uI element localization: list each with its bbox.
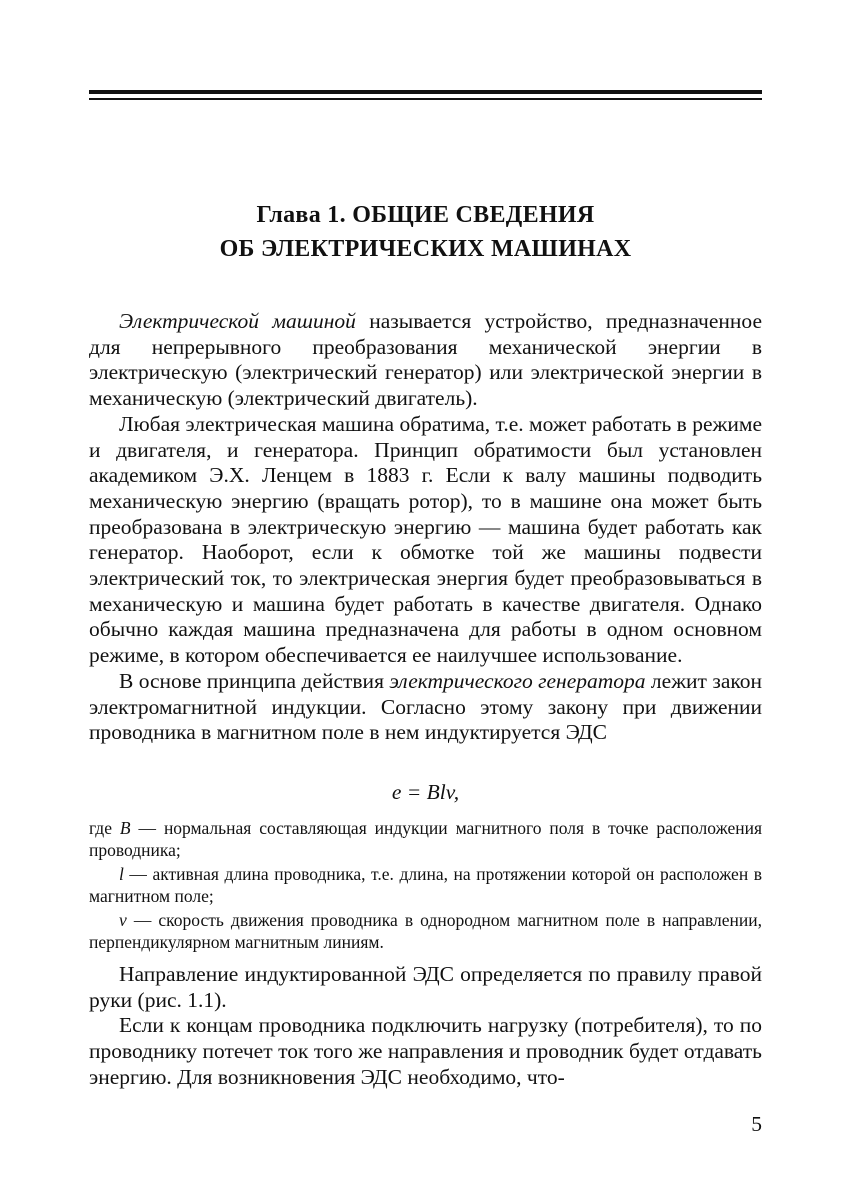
paragraph-generator-rest: лежит закон электромагнитной индукции. Согласно этому закону при движении проводника в магнитном поле в нем индуктируется ЭДС	[89, 668, 762, 745]
page-number: 5	[751, 1112, 762, 1136]
definition-l	[89, 864, 762, 907]
variable-b: B	[119, 818, 131, 838]
definition-v-text: — скорость движения проводника в однородном магнитном поле в направлении, перпендикулярном магнитным линиям.	[89, 910, 762, 952]
chapter-title-line-2: ОБ ЭЛЕКТРИЧЕСКИХ МАШИНАХ	[219, 236, 632, 262]
paragraph-load: Если к концам проводника подключить нагрузку (потребителя), то по проводнику потечет ток того же направления и проводник будет отдавать энергию. Для возникновения ЭДС необходимо, что-	[89, 1013, 762, 1089]
definition-l-text: — активная длина проводника, т.е. длина, на протяжении которой он расположен в магнитном поле;	[89, 864, 762, 906]
paragraph-definition-text: называется устройство, предназначенное для непрерывного преобразования механической энергии в электрическую (электрический генератор) или электрической энергии в механическую (электрический двигатель).	[89, 309, 762, 411]
paragraph-generator-principle	[89, 669, 762, 746]
definition-prefix: где	[89, 818, 120, 838]
definition-b	[89, 818, 762, 861]
paragraph-reversibility: Любая электрическая машина обратима, т.е. может работать в режиме и двигателя, и генератора. Принцип обратимости был установлен академиком Э.Х. Ленцем в 1883 г. Если к валу машины подводить механическую энергию (вращать ротор), то в машине она может быть преобразована в электрическую энергию — машина будет работать как генератор. Наоборот, если к обмотке той же машины подвести электрический ток, то электрическая энергия будет преобразовываться в механическую и машина будет работать в качестве двигателя. Однако обычно каждая машина предназначена для работы в одном основном режиме, в котором обеспечивается ее наилучшее использование.	[89, 411, 762, 668]
header-rule-thin	[89, 98, 762, 100]
body-text-upper	[89, 309, 762, 746]
paragraph-right-hand-rule: Направление индуктированной ЭДС определяется по правилу правой руки (рис. 1.1).	[89, 962, 762, 1012]
chapter-title	[89, 198, 762, 266]
definition-b-text: — нормальная составляющая индукции магнитного поля в точке расположения проводника;	[89, 818, 763, 860]
variable-l: l	[119, 864, 124, 885]
definition-v	[89, 910, 762, 953]
definitions-list	[89, 818, 762, 957]
term-electric-machine: Электрической машиной	[119, 309, 356, 333]
paragraph-generator-start: В основе принципа действия	[119, 668, 390, 693]
variable-v: v	[119, 910, 127, 931]
term-electric-generator: электрического генератора	[389, 668, 646, 693]
chapter-title-line-1: Глава 1. ОБЩИЕ СВЕДЕНИЯ	[256, 202, 595, 228]
formula-emf: e = Blv,	[391, 780, 460, 804]
paragraph-definition	[89, 309, 762, 412]
header-rule-thick	[89, 90, 762, 94]
body-text-lower	[89, 962, 762, 1091]
